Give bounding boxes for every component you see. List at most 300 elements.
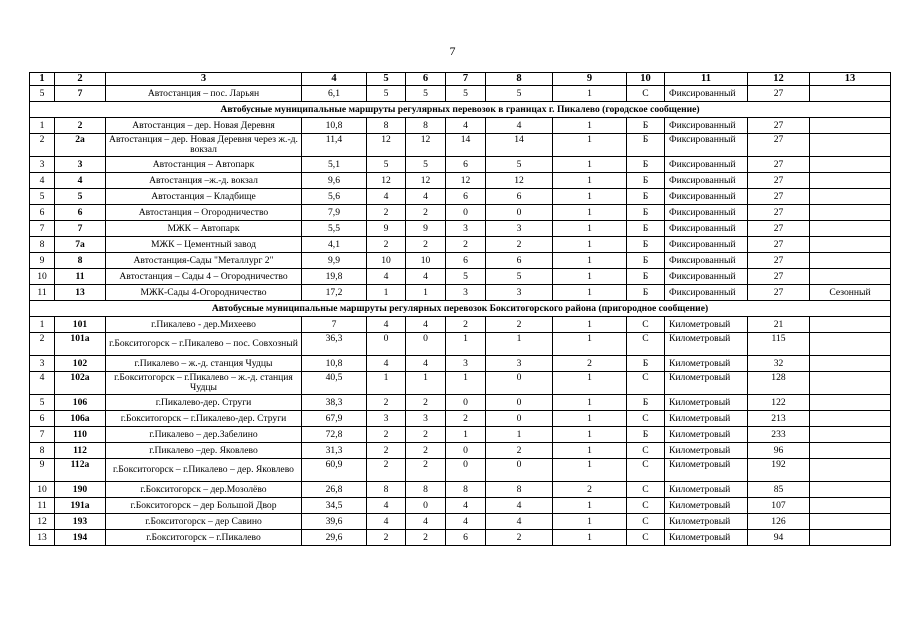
table-cell: Фиксированный	[665, 205, 748, 221]
table-cell: 2	[367, 205, 406, 221]
table-cell: 2	[486, 237, 553, 253]
table-cell	[810, 134, 891, 157]
table-cell: Б	[627, 253, 665, 269]
table-cell: С	[627, 482, 665, 498]
table-cell	[810, 356, 891, 372]
table-cell: 10	[30, 269, 55, 285]
table-cell: 12	[30, 514, 55, 530]
table-cell: г.Бокситогорск – г.Пикалево – пос. Совхозный	[106, 333, 302, 356]
table-row	[30, 157, 891, 173]
column-header: 2	[55, 73, 106, 86]
table-cell: 0	[446, 459, 486, 482]
table-cell: Километровый	[665, 317, 748, 333]
table-cell: 1	[553, 118, 627, 134]
table-cell: 10	[406, 253, 446, 269]
table-cell: С	[627, 498, 665, 514]
table-cell: 10,8	[302, 356, 367, 372]
table-row	[30, 356, 891, 372]
table-cell: 1	[553, 157, 627, 173]
table-row	[30, 482, 891, 498]
table-cell: 7	[302, 317, 367, 333]
table-cell: 11	[30, 285, 55, 301]
table-cell: 4	[486, 118, 553, 134]
table-cell: 106а	[55, 411, 106, 427]
table-cell: 2	[367, 530, 406, 546]
column-header: 1	[30, 73, 55, 86]
table-cell: 21	[748, 317, 810, 333]
table-cell: г.Пикалево – ж.-д. станция Чудцы	[106, 356, 302, 372]
table-cell: 1	[367, 285, 406, 301]
table-cell: С	[627, 411, 665, 427]
table-cell: 2	[486, 443, 553, 459]
table-cell: 5,1	[302, 157, 367, 173]
table-row	[30, 237, 891, 253]
table-cell: Фиксированный	[665, 86, 748, 102]
table-row	[30, 269, 891, 285]
table-cell: С	[627, 530, 665, 546]
table-cell: 112а	[55, 459, 106, 482]
table-cell: 4	[367, 498, 406, 514]
table-cell: 6	[30, 205, 55, 221]
table-cell: Автостанция – дер. Новая Деревня	[106, 118, 302, 134]
table-cell: 8	[446, 482, 486, 498]
table-cell	[810, 317, 891, 333]
table-cell: 1	[553, 285, 627, 301]
table-row	[30, 498, 891, 514]
table-row	[30, 189, 891, 205]
table-cell: 8	[367, 118, 406, 134]
table-cell: 2	[553, 482, 627, 498]
table-cell: Километровый	[665, 459, 748, 482]
table-cell: 0	[406, 333, 446, 356]
table-cell: 9	[30, 253, 55, 269]
table-cell: Километровый	[665, 395, 748, 411]
table-cell: 9	[367, 221, 406, 237]
table-cell: Фиксированный	[665, 253, 748, 269]
table-cell: 190	[55, 482, 106, 498]
table-cell: 6	[446, 253, 486, 269]
table-cell: 7	[55, 221, 106, 237]
table-cell: Километровый	[665, 372, 748, 395]
table-cell: 2	[446, 411, 486, 427]
table-cell: 5	[446, 86, 486, 102]
table-cell: 72,8	[302, 427, 367, 443]
table-cell: 3	[486, 221, 553, 237]
table-cell: 27	[748, 205, 810, 221]
column-header: 4	[302, 73, 367, 86]
table-cell: Километровый	[665, 427, 748, 443]
table-cell: 1	[486, 427, 553, 443]
table-cell: С	[627, 333, 665, 356]
table-cell: 32	[748, 356, 810, 372]
table-cell: 2	[446, 237, 486, 253]
table-cell: 110	[55, 427, 106, 443]
table-cell: Б	[627, 269, 665, 285]
table-cell: Б	[627, 221, 665, 237]
table-cell	[810, 514, 891, 530]
table-cell: 128	[748, 372, 810, 395]
table-cell: 2	[553, 356, 627, 372]
table-cell: 1	[553, 86, 627, 102]
table-row	[30, 459, 891, 482]
table-cell: Километровый	[665, 482, 748, 498]
table-cell: 1	[553, 253, 627, 269]
table-row	[30, 411, 891, 427]
table-cell: Километровый	[665, 356, 748, 372]
table-cell: 5	[367, 86, 406, 102]
table-row	[30, 395, 891, 411]
table-cell: 102а	[55, 372, 106, 395]
table-cell: 1	[553, 269, 627, 285]
table-cell: 38,3	[302, 395, 367, 411]
table-cell: 12	[367, 173, 406, 189]
table-cell: 3	[446, 285, 486, 301]
column-header: 10	[627, 73, 665, 86]
table-cell: г.Пикалево - дер.Михеево	[106, 317, 302, 333]
table-row	[30, 530, 891, 546]
table-cell: 2	[367, 237, 406, 253]
table-row	[30, 443, 891, 459]
table-cell	[810, 411, 891, 427]
table-cell: г.Пикалево-дер. Струги	[106, 395, 302, 411]
column-header: 7	[446, 73, 486, 86]
table-cell: Б	[627, 237, 665, 253]
section-title: Автобусные муниципальные маршруты регулярных перевозок в границах г. Пикалево (городское сообщение)	[30, 102, 891, 118]
table-cell: 2	[486, 530, 553, 546]
table-cell: 3	[55, 157, 106, 173]
table-cell: Б	[627, 427, 665, 443]
table-cell: 27	[748, 173, 810, 189]
table-cell: 4	[30, 173, 55, 189]
table-cell: 0	[486, 395, 553, 411]
table-cell: 1	[553, 427, 627, 443]
table-cell: 2	[406, 459, 446, 482]
table-cell: Б	[627, 118, 665, 134]
table-cell: 5	[367, 157, 406, 173]
table-cell: 12	[446, 173, 486, 189]
table-cell: 1	[553, 173, 627, 189]
table-cell	[810, 189, 891, 205]
table-cell: 4	[367, 317, 406, 333]
table-cell: 27	[748, 189, 810, 205]
table-cell: 1	[367, 372, 406, 395]
table-cell: 7,9	[302, 205, 367, 221]
table-cell: 4,1	[302, 237, 367, 253]
table-cell: 2	[367, 459, 406, 482]
table-cell: 107	[748, 498, 810, 514]
table-cell: 101а	[55, 333, 106, 356]
table-cell: 4	[406, 189, 446, 205]
table-cell: 3	[406, 411, 446, 427]
table-cell: Километровый	[665, 498, 748, 514]
table-cell: 1	[553, 333, 627, 356]
table-cell: Фиксированный	[665, 269, 748, 285]
table-cell: 9	[406, 221, 446, 237]
table-cell: 3	[486, 356, 553, 372]
column-header: 6	[406, 73, 446, 86]
table-cell	[810, 459, 891, 482]
section-title-row	[30, 301, 891, 317]
table-cell: 191а	[55, 498, 106, 514]
table-cell	[810, 221, 891, 237]
table-cell: Б	[627, 189, 665, 205]
table-cell: 40,5	[302, 372, 367, 395]
table-cell: Б	[627, 134, 665, 157]
column-header: 5	[367, 73, 406, 86]
table-cell: 0	[406, 498, 446, 514]
table-cell: 1	[553, 459, 627, 482]
table-row	[30, 118, 891, 134]
table-cell: Автостанция – пос. Ларьян	[106, 86, 302, 102]
table-cell: 13	[30, 530, 55, 546]
table-cell: г.Бокситогорск – дер Савино	[106, 514, 302, 530]
table-cell: Километровый	[665, 333, 748, 356]
table-cell: г.Бокситогорск – г.Пикалево-дер. Струги	[106, 411, 302, 427]
table-cell: 39,6	[302, 514, 367, 530]
table-cell: 3	[30, 356, 55, 372]
table-cell: 11,4	[302, 134, 367, 157]
column-header: 3	[106, 73, 302, 86]
table-cell: Километровый	[665, 530, 748, 546]
table-cell: Километровый	[665, 411, 748, 427]
table-cell: Фиксированный	[665, 118, 748, 134]
table-cell: 8	[30, 443, 55, 459]
table-cell: 96	[748, 443, 810, 459]
table-cell: 4	[55, 173, 106, 189]
table-cell: 3	[446, 356, 486, 372]
table-cell: 29,6	[302, 530, 367, 546]
table-row	[30, 317, 891, 333]
table-cell	[810, 395, 891, 411]
table-cell: 101	[55, 317, 106, 333]
table-cell: г.Бокситогорск – дер Большой Двор	[106, 498, 302, 514]
table-cell: 2	[446, 317, 486, 333]
table-cell: 1	[553, 443, 627, 459]
table-cell: 12	[406, 134, 446, 157]
table-cell: 5	[30, 86, 55, 102]
table-cell: 193	[55, 514, 106, 530]
table-cell: 19,8	[302, 269, 367, 285]
table-cell: 126	[748, 514, 810, 530]
table-body	[30, 73, 891, 546]
table-cell: 2	[367, 427, 406, 443]
table-cell: 122	[748, 395, 810, 411]
table-cell: МЖК-Сады 4-Огородничество	[106, 285, 302, 301]
table-cell: 1	[30, 118, 55, 134]
table-cell: 4	[406, 514, 446, 530]
table-cell: 5	[486, 86, 553, 102]
table-cell: 2	[406, 427, 446, 443]
table-cell: 7	[30, 221, 55, 237]
table-cell: Б	[627, 157, 665, 173]
page-number: 7	[449, 44, 456, 58]
table-cell: 1	[553, 134, 627, 157]
table-cell: 13	[55, 285, 106, 301]
table-cell: 26,8	[302, 482, 367, 498]
table-cell: 233	[748, 427, 810, 443]
table-cell: г.Пикалево – дер.Забелино	[106, 427, 302, 443]
table-cell: Фиксированный	[665, 285, 748, 301]
table-cell: 194	[55, 530, 106, 546]
table-cell: 2	[30, 333, 55, 356]
table-cell: 2	[406, 395, 446, 411]
table-cell: 27	[748, 237, 810, 253]
table-cell: Б	[627, 173, 665, 189]
table-cell: 1	[486, 333, 553, 356]
table-cell: 4	[367, 514, 406, 530]
table-cell: Километровый	[665, 514, 748, 530]
table-cell: 2	[406, 530, 446, 546]
table-cell: 1	[30, 317, 55, 333]
table-cell: 1	[553, 221, 627, 237]
table-cell: 5	[30, 189, 55, 205]
table-cell: 213	[748, 411, 810, 427]
table-row	[30, 173, 891, 189]
table-cell: 1	[553, 498, 627, 514]
table-cell: 5	[446, 269, 486, 285]
table-cell	[810, 86, 891, 102]
table-cell	[810, 173, 891, 189]
table-cell: 5,6	[302, 189, 367, 205]
table-cell	[810, 333, 891, 356]
table-cell: МЖК – Цементный завод	[106, 237, 302, 253]
table-cell: 2	[55, 118, 106, 134]
table-cell: 102	[55, 356, 106, 372]
table-cell: 0	[486, 372, 553, 395]
table-cell: С	[627, 86, 665, 102]
table-cell: Фиксированный	[665, 189, 748, 205]
table-cell: 0	[486, 411, 553, 427]
table-cell: 14	[446, 134, 486, 157]
table-cell	[810, 237, 891, 253]
table-row	[30, 86, 891, 102]
column-header: 12	[748, 73, 810, 86]
table-cell: 27	[748, 86, 810, 102]
table-cell: 7	[55, 86, 106, 102]
table-cell: г.Пикалево –дер. Яковлево	[106, 443, 302, 459]
table-cell: 3	[30, 157, 55, 173]
table-cell: 27	[748, 253, 810, 269]
table-cell: 27	[748, 285, 810, 301]
table-cell: 4	[406, 356, 446, 372]
table-cell: Фиксированный	[665, 237, 748, 253]
table-cell: 8	[55, 253, 106, 269]
table-cell: Фиксированный	[665, 157, 748, 173]
table-cell: 8	[486, 482, 553, 498]
table-cell	[810, 372, 891, 395]
table-cell: 3	[446, 221, 486, 237]
table-cell	[810, 498, 891, 514]
table-cell: 4	[367, 189, 406, 205]
table-cell: 0	[367, 333, 406, 356]
column-header-row	[30, 73, 891, 86]
table-cell: 0	[446, 443, 486, 459]
table-row	[30, 514, 891, 530]
table-cell: 60,9	[302, 459, 367, 482]
table-cell: 6	[486, 253, 553, 269]
table-cell: Фиксированный	[665, 134, 748, 157]
table-cell: Автостанция – Кладбище	[106, 189, 302, 205]
table-cell: Сезонный	[810, 285, 891, 301]
table-cell: г.Бокситогорск – дер.Мозолёво	[106, 482, 302, 498]
table-cell: 94	[748, 530, 810, 546]
table-cell: 3	[486, 285, 553, 301]
table-cell: 4	[367, 269, 406, 285]
table-cell: МЖК – Автопарк	[106, 221, 302, 237]
table-cell	[810, 269, 891, 285]
table-row	[30, 372, 891, 395]
table-cell	[810, 427, 891, 443]
table-cell: 4	[486, 498, 553, 514]
table-cell: 2	[406, 237, 446, 253]
table-cell: 1	[553, 237, 627, 253]
column-header: 11	[665, 73, 748, 86]
table-cell: 1	[553, 189, 627, 205]
table-cell: 4	[446, 514, 486, 530]
table-cell: 5	[486, 269, 553, 285]
table-cell: 1	[553, 317, 627, 333]
table-cell	[810, 530, 891, 546]
table-row	[30, 285, 891, 301]
table-cell: 27	[748, 269, 810, 285]
table-cell: 6	[446, 157, 486, 173]
table-cell: Автостанция – Огородничество	[106, 205, 302, 221]
table-cell: 4	[406, 269, 446, 285]
table-cell: Б	[627, 356, 665, 372]
table-cell: 192	[748, 459, 810, 482]
table-cell: 0	[446, 205, 486, 221]
table-cell: 4	[406, 317, 446, 333]
table-cell: 1	[553, 372, 627, 395]
table-cell: г.Бокситогорск – г.Пикалево	[106, 530, 302, 546]
table-cell: 2	[367, 443, 406, 459]
column-header: 8	[486, 73, 553, 86]
table-cell: 2	[486, 317, 553, 333]
table-cell: 9,9	[302, 253, 367, 269]
table-cell: 7а	[55, 237, 106, 253]
table-cell: С	[627, 372, 665, 395]
table-cell: 2	[367, 395, 406, 411]
table-cell: г.Бокситогорск – г.Пикалево – дер. Яковлево	[106, 459, 302, 482]
column-header: 9	[553, 73, 627, 86]
table-cell: 8	[406, 482, 446, 498]
table-cell: 17,2	[302, 285, 367, 301]
table-cell: С	[627, 443, 665, 459]
table-cell: Автостанция –ж.-д. вокзал	[106, 173, 302, 189]
table-cell: 1	[553, 411, 627, 427]
table-cell: 7	[30, 427, 55, 443]
table-cell: Километровый	[665, 443, 748, 459]
table-cell: 1	[446, 372, 486, 395]
table-cell: Б	[627, 285, 665, 301]
table-cell: 1	[446, 427, 486, 443]
table-row	[30, 253, 891, 269]
table-cell: 31,3	[302, 443, 367, 459]
table-cell: 8	[406, 118, 446, 134]
table-cell: 34,5	[302, 498, 367, 514]
table-cell: 0	[446, 395, 486, 411]
table-cell: 4	[446, 498, 486, 514]
table-cell: 5	[406, 86, 446, 102]
routes-table	[29, 72, 891, 546]
table-cell: Б	[627, 395, 665, 411]
table-cell: г.Бокситогорск – г.Пикалево – ж.-д. станция Чудцы	[106, 372, 302, 395]
table-cell: 4	[367, 356, 406, 372]
table-cell: 6	[446, 189, 486, 205]
table-cell: 115	[748, 333, 810, 356]
table-cell: Автостанция – Сады 4 – Огородничество	[106, 269, 302, 285]
table-cell: 27	[748, 157, 810, 173]
